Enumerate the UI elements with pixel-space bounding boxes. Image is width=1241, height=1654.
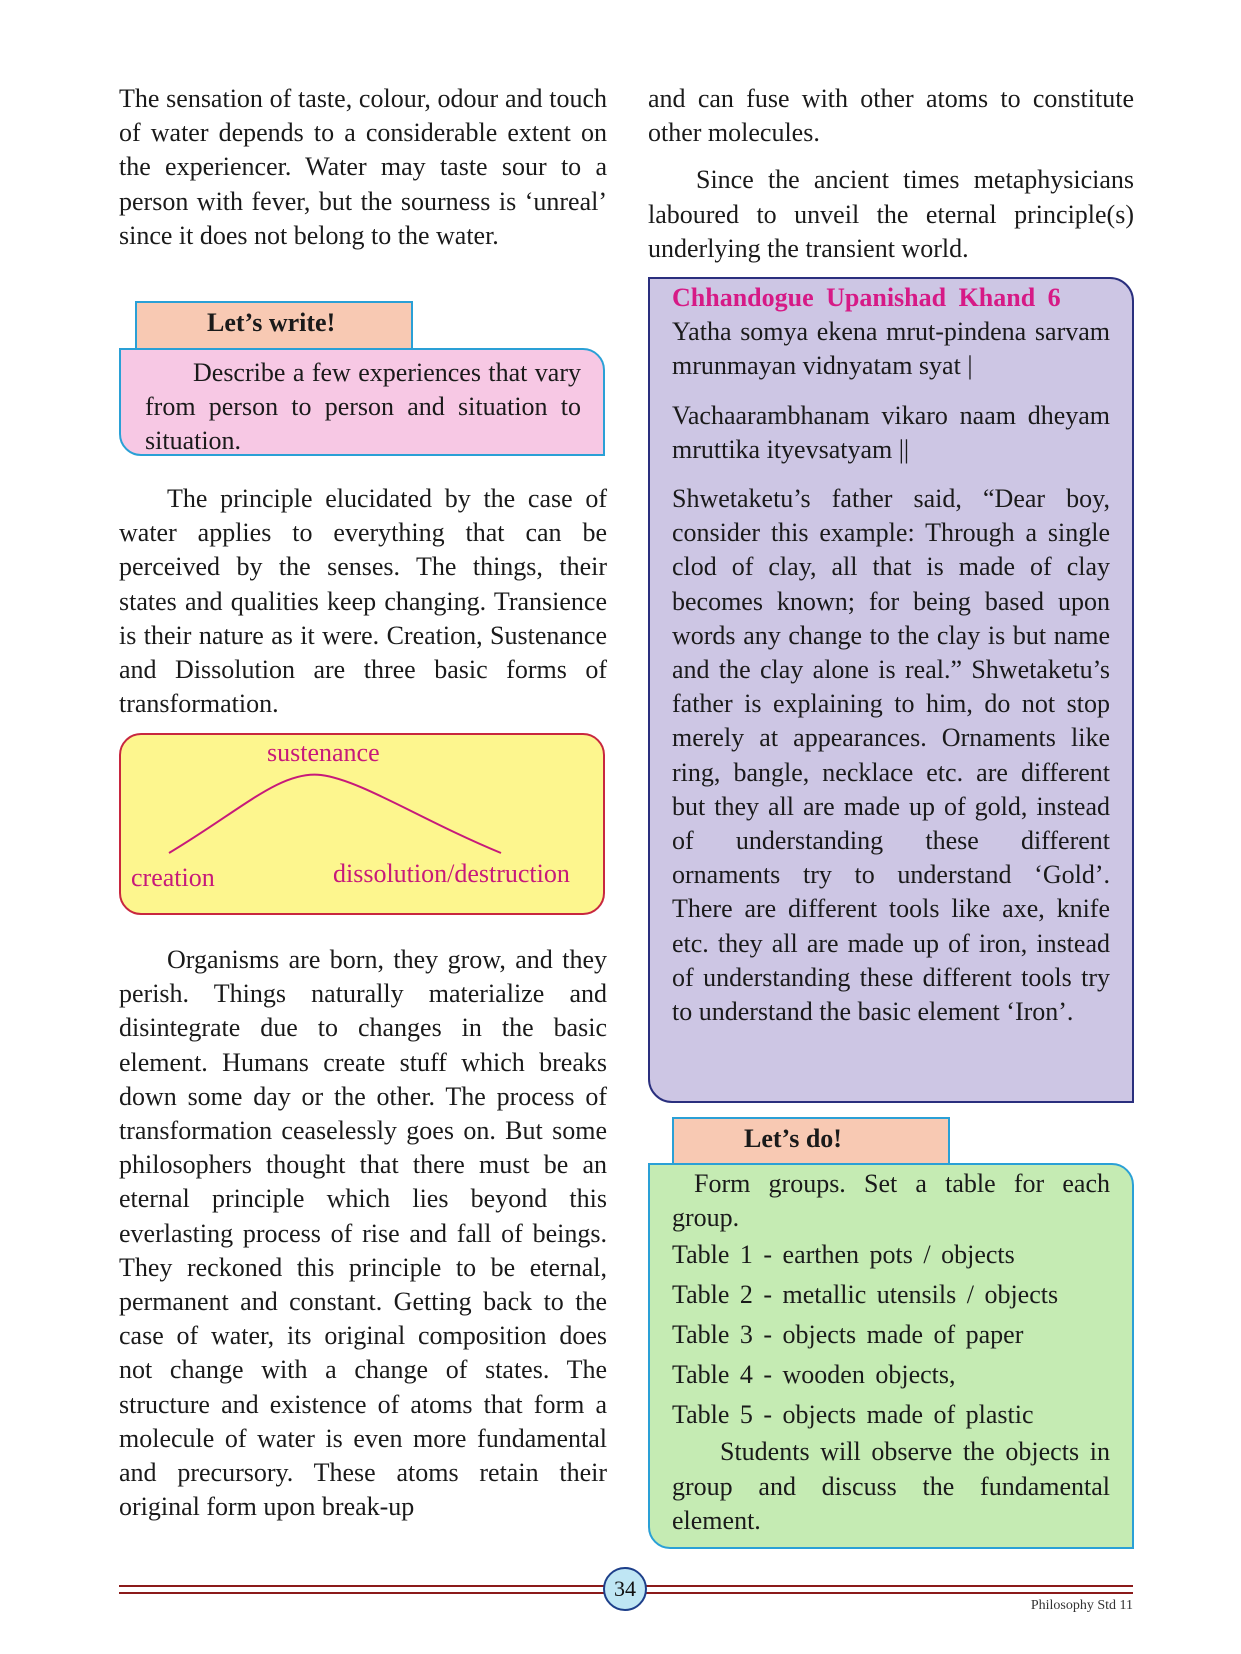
table-item: Table 4 - wooden objects, [672,1360,956,1390]
paragraph-taste-of-water: The sensation of taste, colour, odour and touch of water depends to a considerable extent on the experiencer. Water may taste sour to a person with fever, but the sourness is ‘unreal’ since it does not belong to the water. [119,84,607,250]
paragraph-principle: The principle elucidated by the case of water applies to everything that can be perceived by the senses. The things, their states and qualities keep changing. Transience is their nature as it were. Creation, Sustenance and Dissolution are three basic forms of transformation. [119,484,607,719]
lets-write-box [119,348,605,456]
lets-do-box [648,1163,1134,1549]
upanishad-explanation: Shwetaketu’s father said, “Dear boy, consider this example: Through a single clod of clay, all that is made of clay becomes known; for being based upon words any change to the clay is but name and the clay alone is real.” Shwetaketu’s father is explaining to him, do not stop merely at appearances. Ornaments like ring, bangle, necklace etc. are different but they all are made up of gold, instead of understanding these different ornaments try to understand ‘Gold’. There are different tools like axe, knife etc. they all are made up of iron, instead of understanding these different tools try to understand the basic element ‘Iron’. [672,484,1110,1027]
transformation-cycle-diagram [119,733,605,915]
left-column-middle [119,482,607,721]
upanishad-box [648,277,1134,1103]
page-number: 34 [603,1567,647,1611]
lets-write-text: Describe a few experiences that vary from person to person and situation to situation. [145,358,581,456]
left-column-bottom [119,943,607,1524]
cycle-label-sustenance: sustenance [267,738,380,767]
lets-do-outro: Students will observe the objects in group and discuss the fundamental element. [672,1437,1110,1535]
upanishad-title: Chhandogue Upanishad Khand 6 [672,283,1061,312]
table-item: Table 2 - metallic utensils / objects [672,1280,1059,1310]
paragraph-metaphysicians: Since the ancient times metaphysicians laboured to unveil the eternal principle(s) underlying the transient world. [648,165,1134,263]
lets-do-heading: Let’s do! [672,1117,950,1165]
paragraph-fuse-atoms: and can fuse with other atoms to constitute other molecules. [648,84,1134,148]
cycle-label-creation: creation [131,863,215,892]
table-item: Table 3 - objects made of paper [672,1320,1024,1350]
cycle-label-dissolution: dissolution/destruction [333,859,570,888]
footer-book-title: Philosophy Std 11 [1030,1598,1133,1613]
paragraph-organisms: Organisms are born, they grow, and they perish. Things naturally materialize and disintegrate due to changes in the basic element. Humans create stuff which breaks down some day or the other. The process of transformation ceaselessly goes on. But some philosophers thought that there must be an eternal principle which lies beyond this everlasting process of rise and fall of beings. They reckoned this principle to be eternal, permanent and constant. Getting back to the case of water, its original composition does not change with a change of states. The structure and existence of atoms that form a molecule of water is even more fundamental and precursory. These atoms retain their original form upon break-up [119,945,607,1522]
table-item: Table 5 - objects made of plastic [672,1400,1034,1430]
table-item: Table 1 - earthen pots / objects [672,1240,1015,1270]
lets-write-heading: Let’s write! [135,301,413,351]
upanishad-verse-2: Vachaarambhanam vikaro naam dheyam mruttika ityevsatyam || [672,400,1110,464]
lets-do-intro: Form groups. Set a table for each group. [672,1169,1110,1233]
left-column [119,82,607,253]
upanishad-verse-1: Yatha somya ekena mrut-pindena sarvam mrunmayan vidnyatam syat | [672,317,1110,381]
right-column [648,82,1134,266]
